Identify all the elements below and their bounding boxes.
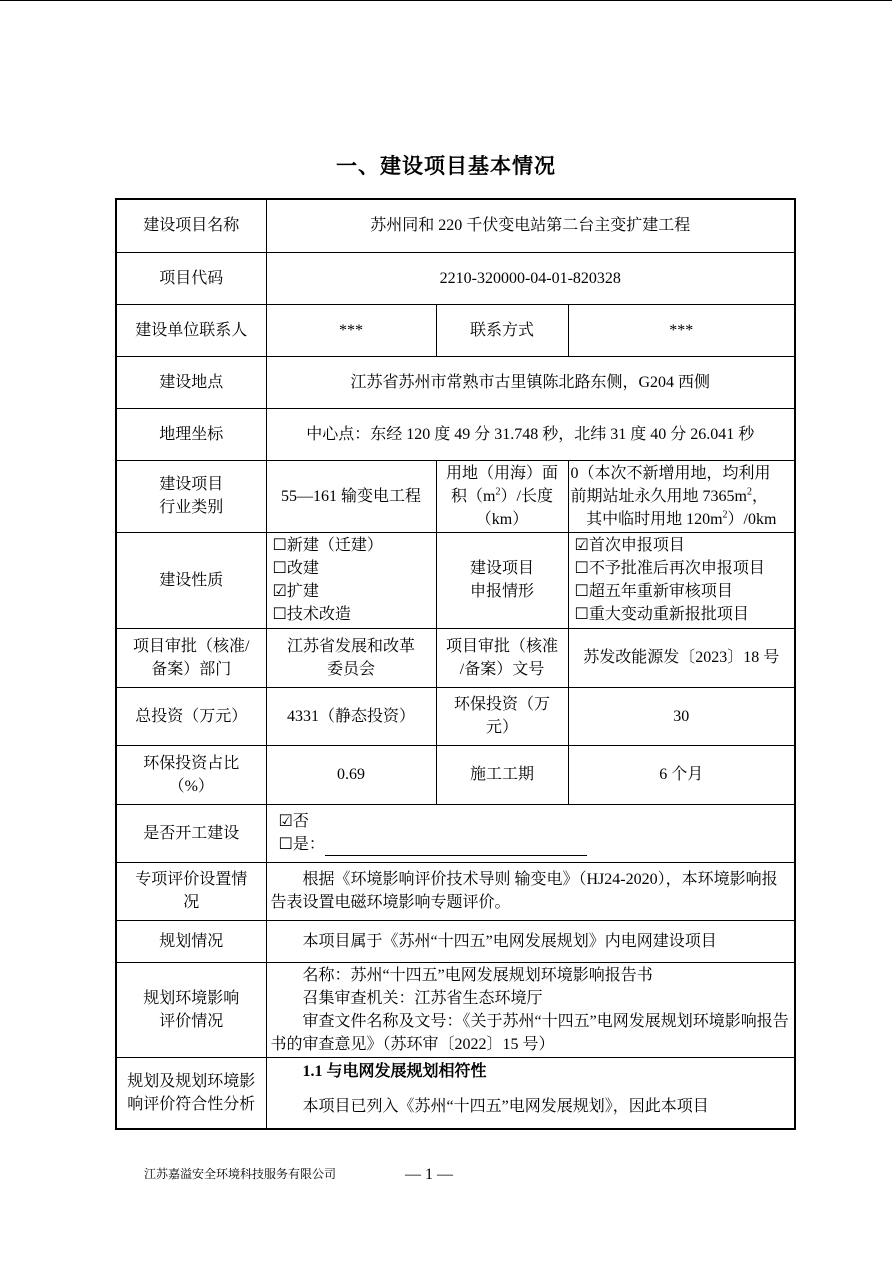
approval-doc-value: 苏发改能源发〔2023〕18 号: [568, 628, 795, 687]
plan-eia-line: 召集审查机关：江苏省生态环境厅: [302, 989, 543, 1007]
conform-heading: 1.1 与电网发展规划相符性: [302, 1062, 487, 1080]
nature-option[interactable]: ☐改建: [272, 560, 319, 577]
table-row: [116, 862, 795, 920]
plan-eia-value: [266, 962, 795, 1057]
plan-eia-line: 审查文件名称及文号：《关于苏州“十四五”电网发展规划环境影响报告书的审查意见》（苏环审〔2022〕15 号）: [270, 1012, 789, 1053]
location-value: 江苏省苏州市常熟市古里镇陈北路东侧，G204 西侧: [266, 356, 795, 408]
area-value: [568, 460, 795, 532]
project-info-table: [115, 198, 796, 1130]
table-row: [116, 356, 795, 408]
label-line: 规划环境影响: [143, 989, 240, 1007]
label-line: 评价情况: [159, 1012, 224, 1030]
name-label: 建设项目名称: [116, 199, 266, 252]
table-row: [116, 304, 795, 356]
started-no-option[interactable]: ☑否: [278, 813, 309, 830]
table-row: [116, 920, 795, 962]
approval-dept-value: [266, 628, 436, 687]
industry-value: 55—161 输变电工程: [266, 460, 436, 532]
report-label-line: 建设项目: [469, 560, 534, 577]
nature-option[interactable]: ☐新建（迁建）: [272, 537, 383, 554]
report-label: [436, 532, 568, 628]
report-option[interactable]: ☑首次申报项目: [574, 537, 685, 554]
value-line: 江苏省发展和改革: [286, 637, 415, 655]
page-number: — 1 —: [405, 1166, 453, 1183]
industry-label-line: 建设项目: [159, 476, 224, 493]
area-value-line: 其中临时用地 $120m^2)/0km$: [586, 509, 777, 528]
contact-value: ***: [266, 304, 436, 356]
started-value: [266, 804, 795, 862]
nature-options: [266, 532, 436, 628]
table-row: [116, 804, 795, 862]
period-label: 施工工期: [436, 745, 568, 804]
report-option[interactable]: ☐不予批准后再次申报项目: [574, 560, 765, 577]
area-value-line: 0（本次不新增用地，均利用: [570, 464, 771, 482]
special-value: 根据《环境影响评价技术导则 输变电》（HJ24-2020），本环境影响报告表设置电磁环境影响专题评价。: [266, 862, 795, 920]
invest-label: 总投资（万元）: [116, 687, 266, 745]
ratio-value: 0.69: [266, 745, 436, 804]
invest-value: 4331（静态投资）: [266, 687, 436, 745]
contact-label: 建设单位联系人: [116, 304, 266, 356]
industry-label: [116, 460, 266, 532]
report-option[interactable]: ☐重大变动重新报批项目: [574, 606, 749, 623]
label-line: （%）: [168, 777, 214, 795]
table-row: [116, 252, 795, 304]
approval-doc-label: [436, 628, 568, 687]
location-label: 建设地点: [116, 356, 266, 408]
conform-value: [266, 1057, 795, 1129]
plan-label: 规划情况: [116, 920, 266, 962]
area-label-line: 用地（用海）面: [445, 464, 558, 482]
plan-eia-line: 名称：苏州“十四五”电网发展规划环境影响报告书: [302, 966, 653, 984]
footer-company: 江苏嘉溢安全环境科技服务有限公司: [144, 1167, 337, 1181]
report-options: [568, 532, 795, 628]
nature-option[interactable]: ☑扩建: [272, 583, 319, 600]
coord-label: 地理坐标: [116, 408, 266, 460]
name-value: 苏州同和 220 千伏变电站第二台主变扩建工程: [266, 199, 795, 252]
ratio-label: [116, 745, 266, 804]
env-invest-label: [436, 687, 568, 745]
table-row: [116, 199, 795, 252]
table-row: [116, 460, 795, 532]
nature-label: 建设性质: [116, 532, 266, 628]
plan-value: 本项目属于《苏州“十四五”电网发展规划》内电网建设项目: [266, 920, 795, 962]
conform-label: [116, 1057, 266, 1129]
label-line: 备案）部门: [151, 660, 232, 678]
phone-value: ***: [568, 304, 795, 356]
table-row: [116, 687, 795, 745]
started-yes-option[interactable]: ☐是：: [279, 833, 791, 856]
plan-eia-label: [116, 962, 266, 1057]
label-line: 环保投资（万: [453, 696, 550, 713]
conform-text: 本项目已列入《苏州“十四五”电网发展规划》，因此本项目: [302, 1097, 709, 1115]
label-line: 况: [183, 894, 200, 911]
code-value: 2210-320000-04-01-820328: [266, 252, 795, 304]
table-row: [116, 962, 795, 1057]
report-label-line: 申报情形: [469, 583, 534, 600]
table-row: [116, 532, 795, 628]
top-border-line: [0, 0, 892, 1]
label-line: 响评价符合性分析: [127, 1095, 256, 1113]
code-label: 项目代码: [116, 252, 266, 304]
area-value-line: 前期站址永久用地 $7365m^2$，: [570, 486, 768, 505]
industry-label-line: 行业类别: [159, 499, 224, 516]
nature-option[interactable]: ☐技术改造: [272, 606, 351, 623]
started-label: 是否开工建设: [116, 804, 266, 862]
value-line: 委员会: [326, 660, 375, 678]
phone-label: 联系方式: [436, 304, 568, 356]
label-line: 项目审批（核准/: [133, 637, 250, 655]
area-label-line: （km）: [475, 510, 529, 528]
special-label: [116, 862, 266, 920]
coord-value: 中心点：东经 120 度 49 分 31.748 秒，北纬 31 度 40 分 26.041 秒: [266, 408, 795, 460]
label-line: 专项评价设置情: [135, 871, 248, 888]
table-row: [116, 628, 795, 687]
label-line: /备案）文号: [459, 660, 545, 678]
area-label-line: 积$(m^2)/$长度: [451, 486, 553, 505]
period-value: 6 个月: [568, 745, 795, 804]
table-row: [116, 1057, 795, 1129]
approval-dept-label: [116, 628, 266, 687]
label-line: 元）: [485, 719, 518, 736]
report-option[interactable]: ☐超五年重新审核项目: [574, 583, 733, 600]
table-row: [116, 408, 795, 460]
started-date-blank: [325, 839, 587, 856]
area-label: [436, 460, 568, 532]
section-title: 一、建设项目基本情况: [336, 154, 556, 178]
label-line: 项目审批（核准: [445, 637, 558, 655]
label-line: 环保投资占比: [143, 754, 240, 772]
label-line: 规划及规划环境影: [127, 1072, 256, 1090]
table-row: [116, 745, 795, 804]
env-invest-value: 30: [568, 687, 795, 745]
